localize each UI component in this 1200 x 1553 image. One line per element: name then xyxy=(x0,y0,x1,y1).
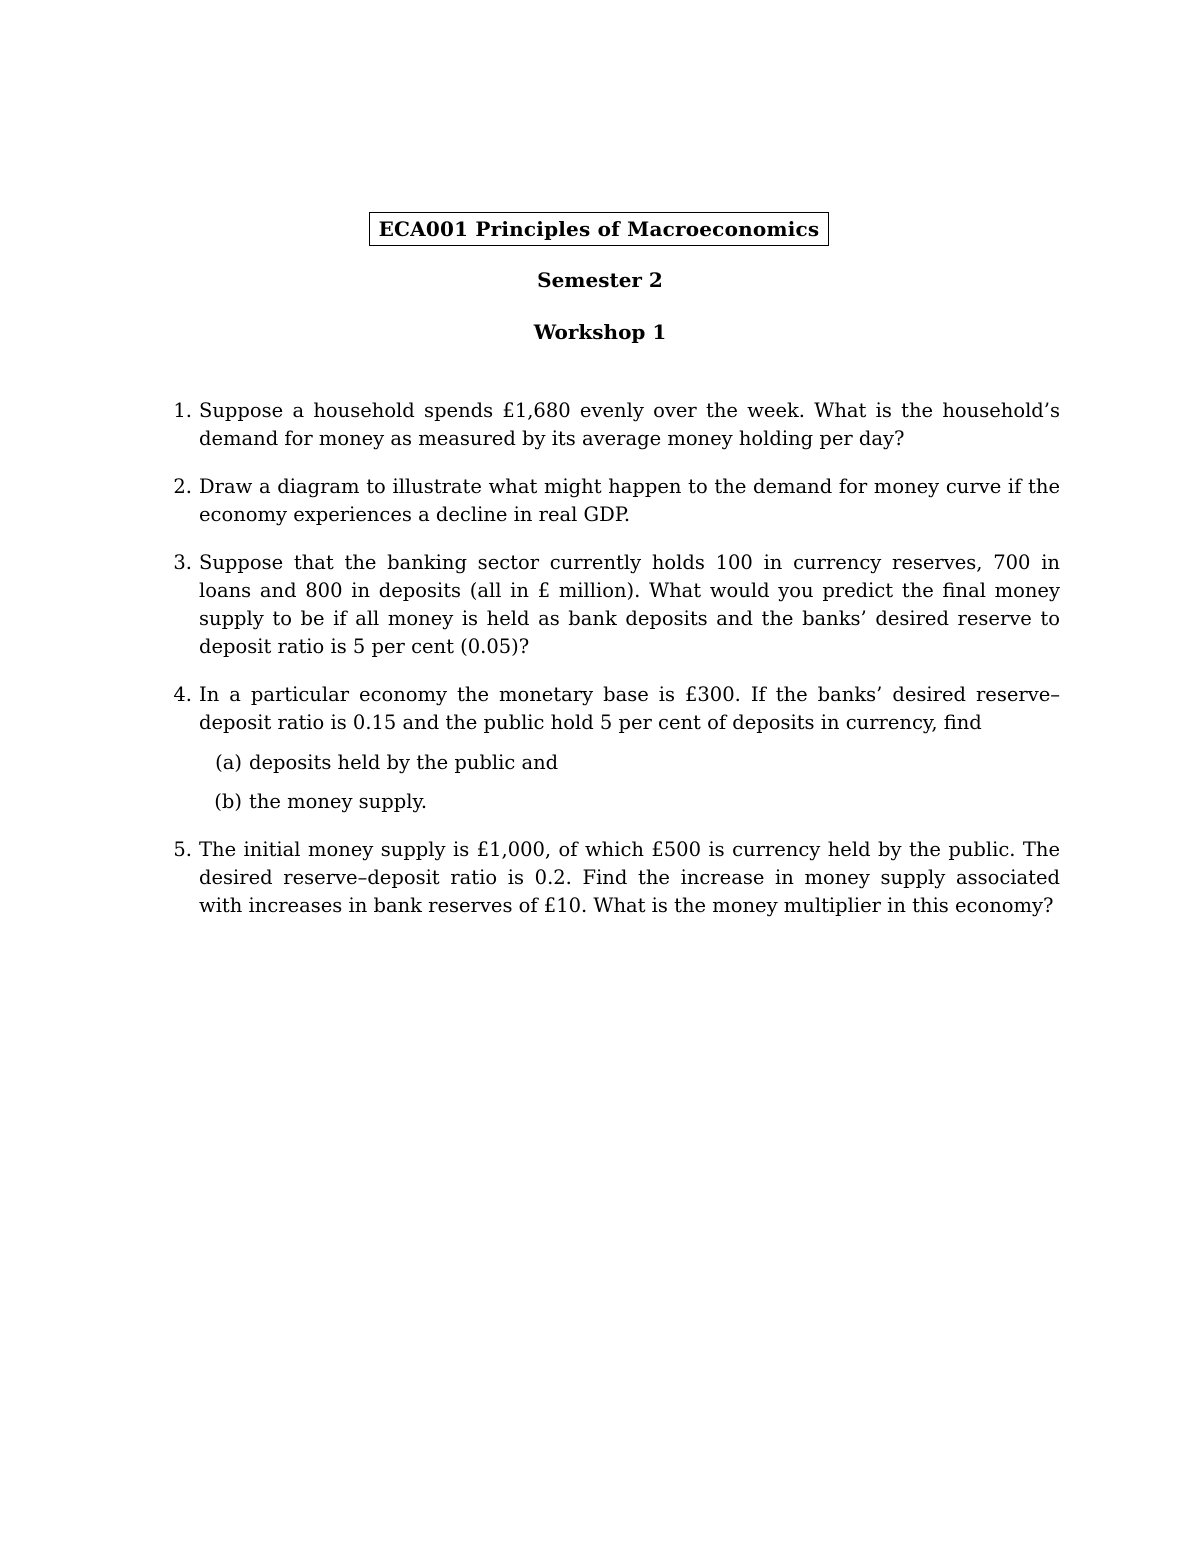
semester-heading: Semester 2 xyxy=(537,268,663,292)
question-text: Suppose a household spends £1,680 evenly over the week. What is the household’s demand for money as measured by its average money holding per day? xyxy=(199,399,1060,450)
question-2 xyxy=(162,473,1060,529)
question-1 xyxy=(162,397,1060,453)
question-list xyxy=(162,397,1060,940)
course-title: ECA001 Principles of Macroeconomics xyxy=(378,217,820,241)
part-text: deposits held by the public and xyxy=(249,751,559,774)
part-text: the money supply. xyxy=(249,790,428,813)
part-label: (a) xyxy=(215,751,242,774)
part-label: (b) xyxy=(214,790,242,813)
question-number: 3. xyxy=(173,551,192,574)
question-number: 4. xyxy=(173,683,192,706)
question-text: Suppose that the banking sector currently holds 100 in currency reserves, 700 in loans and 800 in deposits (all in £ million). What would you predict the final money supply to be if all money is held as bank deposits and the banks’ desired reserve to deposit ratio is 5 per cent (0.05)? xyxy=(199,551,1060,658)
question-number: 1. xyxy=(173,399,192,422)
question-text: In a particular economy the monetary base is £300. If the banks’ desired reserve–deposit ratio is 0.15 and the public hold 5 per cent of deposits in currency, find xyxy=(199,683,1060,734)
question-number: 5. xyxy=(173,838,192,861)
question-4-part-b xyxy=(199,788,1060,816)
workshop-heading: Workshop 1 xyxy=(533,320,667,344)
question-4-parts xyxy=(199,749,1060,816)
question-4-part-a xyxy=(199,749,1060,777)
question-text: The initial money supply is £1,000, of which £500 is currency held by the public. The desired reserve–deposit ratio is 0.2. Find the increase in money supply associated with increases in bank reserves of £10. What is the money multiplier in this economy? xyxy=(199,838,1060,917)
question-5 xyxy=(162,836,1060,920)
question-number: 2. xyxy=(173,475,192,498)
question-3 xyxy=(162,549,1060,661)
question-4 xyxy=(162,681,1060,816)
course-title-box xyxy=(369,212,829,246)
question-text: Draw a diagram to illustrate what might happen to the demand for money curve if the economy experiences a decline in real GDP. xyxy=(199,475,1060,526)
